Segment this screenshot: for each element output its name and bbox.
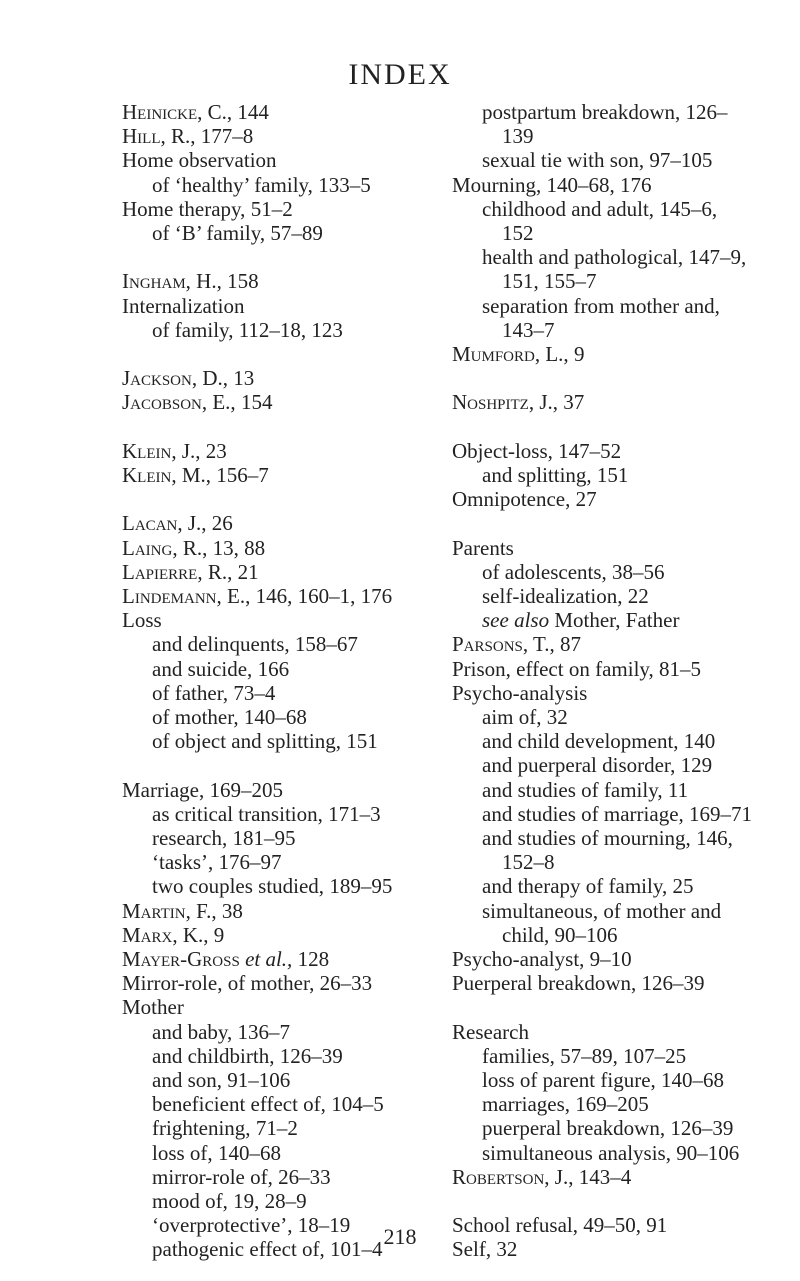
entry-pages: 129: [675, 753, 713, 778]
entry-pages: 158: [221, 269, 259, 294]
entry-pages: 18–19: [292, 1213, 351, 1238]
entry-pages: 166: [252, 656, 290, 681]
index-entry: [122, 463, 442, 487]
index-entry: [122, 124, 442, 148]
entry-term: Object-loss,: [452, 438, 553, 463]
entry-term: and studies of marriage,: [482, 801, 684, 826]
entry-term: of adolescents,: [482, 559, 607, 584]
entry-pages: 32: [541, 705, 568, 730]
index-subentry: [452, 753, 797, 777]
entry-pages: 139: [502, 124, 534, 149]
index-subentry: [122, 173, 442, 197]
entry-pages: 147–52: [552, 438, 622, 463]
entry-term: loss of parent figure,: [482, 1068, 656, 1093]
index-column-left: [122, 100, 442, 1262]
index-subentry: [452, 294, 797, 318]
entry-term: Home therapy,: [122, 196, 246, 221]
index-subentry: [452, 1092, 797, 1116]
page-title: INDEX: [348, 58, 452, 91]
entry-pages: 176–97: [213, 850, 282, 875]
index-subentry: [122, 802, 442, 826]
index-entry: [122, 947, 442, 971]
entry-term: marriages,: [482, 1092, 571, 1117]
entry-term: Home observation: [122, 148, 277, 173]
entry-pages: 189–95: [324, 874, 393, 899]
entry-pages: 21: [232, 559, 259, 584]
entry-pages: 38: [216, 898, 243, 923]
index-subentry: [122, 1044, 442, 1068]
entry-term: Klein, J.,: [122, 438, 201, 463]
index-entry: [452, 342, 797, 366]
entry-pages: 51–2: [245, 196, 293, 221]
entry-pages: 136–7: [232, 1019, 291, 1044]
entry-term: Hill, R.,: [122, 124, 196, 149]
entry-pages: 13, 88: [207, 535, 266, 560]
entry-term: and baby,: [152, 1019, 233, 1044]
index-subentry: [452, 463, 797, 487]
index-entry: [452, 1165, 797, 1189]
index-entry: [122, 778, 442, 802]
index-subentry: [452, 1116, 797, 1140]
index-entry: [122, 197, 442, 221]
entry-pages: 154: [235, 390, 273, 415]
entry-term: and studies of family,: [482, 777, 663, 802]
index-entry: [452, 487, 797, 511]
entry-pages: 26: [206, 511, 233, 536]
entry-term: and studies of mourning,: [482, 826, 691, 851]
index-subentry: [452, 560, 797, 584]
entry-pages: 81–5: [653, 656, 702, 681]
entry-pages: 9: [568, 342, 585, 367]
entry-pages: 151, 155–7: [502, 269, 597, 294]
entry-term: School refusal,: [452, 1213, 578, 1238]
entry-term: Mourning,: [452, 172, 542, 197]
entry-term: and puerperal disorder,: [482, 753, 676, 778]
index-continuation: [452, 221, 797, 245]
index-entry: [452, 971, 797, 995]
entry-term: of father,: [152, 680, 229, 705]
entry-pages: 158–67: [289, 632, 358, 657]
entry-term: and son,: [152, 1068, 222, 1093]
index-continuation: [452, 850, 797, 874]
entry-term: Puerperal breakdown,: [452, 971, 637, 996]
entry-pages: 23: [200, 438, 227, 463]
see-also-label: see also: [482, 608, 555, 633]
entry-term: Jacobson, E.,: [122, 390, 236, 415]
index-entry: [452, 1020, 797, 1044]
index-subentry: [452, 705, 797, 729]
index-continuation: [452, 124, 797, 148]
entry-pages: 128: [292, 947, 330, 972]
index-entry: [452, 657, 797, 681]
entry-pages: 156–7: [211, 463, 269, 487]
index-subentry: [452, 584, 797, 608]
index-entry: [452, 681, 797, 705]
entry-spacer: [452, 511, 797, 535]
index-subentry: [122, 826, 442, 850]
entry-term: as critical transition,: [152, 801, 323, 826]
entry-pages: 19, 28–9: [227, 1189, 307, 1214]
entry-term: ‘overprotective’,: [152, 1213, 293, 1238]
index-entry: [452, 947, 797, 971]
index-subentry: [452, 826, 797, 850]
entry-pages: 140–68: [212, 1140, 281, 1165]
index-subentry: [122, 705, 442, 729]
entry-term: Psycho-analysis: [452, 680, 588, 705]
index-subentry: [452, 245, 797, 269]
index-subentry: [452, 1044, 797, 1068]
entry-pages: 57–89, 107–25: [554, 1043, 687, 1068]
entry-pages: 151: [591, 463, 629, 488]
index-entry: [122, 390, 442, 414]
index-subentry: [452, 608, 797, 632]
entry-term: health and pathological,: [482, 245, 684, 270]
index-entry: [122, 148, 442, 172]
index-subentry: [122, 1189, 442, 1213]
index-entry: [122, 995, 442, 1019]
entry-pages: 27: [570, 487, 597, 512]
index-entry: [452, 173, 797, 197]
entry-term: Jackson, D.,: [122, 366, 229, 391]
entry-pages: 151: [340, 729, 378, 754]
entry-pages: 171–3: [322, 801, 381, 826]
entry-spacer: [452, 415, 797, 439]
entry-pages: 169–205: [204, 777, 283, 802]
index-subentry: [452, 1141, 797, 1165]
entry-pages: 147–9,: [683, 245, 747, 270]
entry-term: child,: [502, 922, 550, 947]
index-entry: [452, 439, 797, 463]
entry-pages: 71–2: [250, 1116, 298, 1141]
entry-pages: 112–18, 123: [233, 317, 343, 342]
entry-term: and suicide,: [152, 656, 253, 681]
index-subentry: [122, 1165, 442, 1189]
index-entry: [452, 632, 797, 656]
index-subentry: [452, 1068, 797, 1092]
index-subentry: [122, 1068, 442, 1092]
entry-term: Parsons, T.,: [452, 632, 555, 657]
index-subentry: [122, 1020, 442, 1044]
entry-term: childhood and adult,: [482, 196, 655, 221]
entry-term: Robertson, J.,: [452, 1164, 574, 1189]
entry-pages: 11: [662, 777, 689, 802]
entry-pages: 90–106: [549, 922, 618, 947]
entry-term: Mumford, L.,: [452, 342, 569, 367]
entry-term: aim of,: [482, 705, 542, 730]
index-entry: [452, 536, 797, 560]
entry-pages: 143–7: [502, 317, 555, 342]
index-entry: [122, 366, 442, 390]
index-entry: [122, 560, 442, 584]
entry-pages: 140–68, 176: [541, 172, 652, 197]
entry-term: postpartum breakdown,: [482, 100, 681, 124]
entry-term: families,: [482, 1043, 555, 1068]
entry-term: Parents: [452, 535, 514, 560]
entry-term: mood of,: [152, 1189, 228, 1214]
index-subentry: [452, 778, 797, 802]
entry-term: Loss: [122, 608, 162, 633]
index-entry: [122, 269, 442, 293]
entry-pages: 9: [208, 922, 225, 947]
entry-pages: 140–68: [655, 1068, 725, 1093]
entry-term: Marriage,: [122, 777, 205, 802]
index-entry: [122, 536, 442, 560]
entry-pages: 146,: [690, 826, 733, 851]
entry-pages: 25: [667, 874, 694, 899]
entry-pages: 26–33: [272, 1164, 331, 1189]
entry-pages: 143–4: [573, 1164, 632, 1189]
entry-term: Ingham, H.,: [122, 269, 222, 294]
entry-pages: 22: [622, 584, 649, 609]
entry-term: simultaneous analysis,: [482, 1140, 671, 1165]
index-subentry: [122, 729, 442, 753]
entry-pages: 37: [558, 390, 585, 415]
entry-pages: 126–39: [636, 971, 705, 996]
entry-term: loss of,: [152, 1140, 213, 1165]
entry-pages: 145–6,: [654, 196, 718, 221]
index-subentry: [122, 681, 442, 705]
entry-pages: 146, 160–1, 176: [250, 584, 393, 608]
entry-pages: 144: [232, 100, 269, 124]
entry-term: two couples studied,: [152, 874, 325, 899]
entry-term: separation from mother and,: [482, 293, 720, 318]
entry-term: mirror-role of,: [152, 1164, 273, 1189]
entry-pages: 126–: [680, 100, 728, 124]
entry-term: Klein, M.,: [122, 463, 211, 487]
entry-term: of object and splitting,: [152, 729, 341, 754]
index-entry: [122, 294, 442, 318]
entry-term: and childbirth,: [152, 1043, 275, 1068]
entry-term: Martin, F.,: [122, 898, 217, 923]
entry-et-al: et al.,: [239, 947, 293, 972]
index-column-right: [452, 100, 797, 1262]
entry-pages: 87: [554, 632, 582, 657]
entry-pages: 90–106: [670, 1140, 740, 1165]
index-entry: [122, 584, 442, 608]
entry-pages: 181–95: [227, 826, 296, 851]
entry-pages: 126–39: [665, 1116, 734, 1141]
entry-term: Mayer-Gross: [122, 947, 240, 972]
entry-term: of mother,: [152, 705, 239, 730]
entry-pages: 26–33: [314, 971, 373, 996]
entry-term: and delinquents,: [152, 632, 290, 657]
entry-term: frightening,: [152, 1116, 251, 1141]
entry-term: ‘tasks’,: [152, 850, 214, 875]
entry-term: of family,: [152, 317, 234, 342]
index-entry: [122, 439, 442, 463]
entry-pages: 73–4: [228, 680, 276, 705]
index-subentry: [122, 221, 442, 245]
entry-spacer: [452, 995, 797, 1019]
index-continuation: [452, 318, 797, 342]
entry-pages: 169–71: [683, 801, 753, 826]
index-entry: [122, 971, 442, 995]
entry-term: Noshpitz, J.,: [452, 390, 559, 415]
entry-term: of ‘healthy’ family,: [152, 172, 313, 197]
entry-pages: 126–39: [274, 1043, 343, 1068]
entry-term: Psycho-analyst,: [452, 947, 585, 972]
index-subentry: [122, 632, 442, 656]
entry-term: Laing, R.,: [122, 535, 208, 560]
entry-term: Marx, K.,: [122, 922, 209, 947]
index-subentry: [122, 657, 442, 681]
entry-term: Omnipotence,: [452, 487, 571, 512]
index-subentry: [452, 802, 797, 826]
entry-pages: 152: [502, 221, 534, 246]
entry-pages: 152–8: [502, 850, 555, 875]
entry-pages: 133–5: [312, 172, 371, 197]
index-entry: [452, 390, 797, 414]
entry-term: and therapy of family,: [482, 874, 668, 899]
entry-pages: 49–50, 91: [577, 1213, 668, 1238]
page-number: 218: [383, 1224, 417, 1249]
index-subentry: [452, 899, 797, 923]
entry-pages: 140: [678, 729, 716, 754]
index-subentry: [452, 148, 797, 172]
entry-pages: 97–105: [644, 148, 713, 173]
index-subentry: [452, 729, 797, 753]
index-subentry: [452, 100, 797, 124]
entry-term: research,: [152, 826, 228, 851]
entry-pages: 57–89: [265, 221, 323, 246]
index-entry: [122, 100, 442, 124]
entry-term: and splitting,: [482, 463, 592, 488]
entry-term: Prison, effect on family,: [452, 656, 654, 681]
index-subentry: [122, 850, 442, 874]
entry-term: Lindemann, E.,: [122, 584, 251, 608]
entry-spacer: [122, 245, 442, 269]
entry-term: pathogenic effect of,: [152, 1237, 325, 1262]
entry-pages: 104–5: [325, 1092, 384, 1117]
entry-spacer: [122, 487, 442, 511]
entry-term: Internalization: [122, 293, 245, 318]
index-entry: [122, 923, 442, 947]
entry-pages: 32: [491, 1237, 518, 1262]
entry-term: of ‘B’ family,: [152, 221, 266, 246]
entry-term: sexual tie with son,: [482, 148, 645, 173]
index-subentry: [122, 1141, 442, 1165]
entry-term: Heinicke, C.,: [122, 100, 233, 124]
entry-term: and child development,: [482, 729, 679, 754]
index-continuation: [452, 923, 797, 947]
entry-spacer: [122, 753, 442, 777]
entry-pages: 177–8: [195, 124, 254, 149]
entry-term: Mother: [122, 995, 184, 1020]
entry-term: puerperal breakdown,: [482, 1116, 666, 1141]
entry-pages: 13: [228, 366, 255, 391]
entry-spacer: [122, 342, 442, 366]
entry-pages: 38–56: [606, 559, 665, 584]
entry-term: simultaneous, of mother and: [482, 898, 722, 923]
entry-term: Research: [452, 1019, 529, 1044]
entry-pages: 169–205: [570, 1092, 649, 1117]
entry-spacer: [452, 366, 797, 390]
index-entry: [122, 608, 442, 632]
entry-term: Mirror-role, of mother,: [122, 971, 315, 996]
entry-term: Self,: [452, 1237, 492, 1262]
entry-term: self-idealization,: [482, 584, 623, 609]
index-subentry: [122, 1116, 442, 1140]
entry-pages: 140–68: [238, 705, 307, 730]
index-subentry: [122, 1092, 442, 1116]
entry-term: beneficient effect of,: [152, 1092, 326, 1117]
index-entry: [122, 899, 442, 923]
entry-term: Lapierre, R.,: [122, 559, 233, 584]
index-continuation: [452, 269, 797, 293]
entry-pages: 9–10: [584, 947, 632, 972]
entry-spacer: [122, 415, 442, 439]
index-subentry: [452, 874, 797, 898]
index-subentry: [122, 318, 442, 342]
index-subentry: [122, 874, 442, 898]
index-subentry: [452, 197, 797, 221]
index-entry: [122, 511, 442, 535]
entry-term: Lacan, J.,: [122, 511, 207, 536]
entry-pages: 91–106: [222, 1068, 291, 1093]
entry-spacer: [452, 1189, 797, 1213]
entry-pages: 101–4: [324, 1237, 383, 1262]
entry-term: Mother, Father: [554, 608, 680, 633]
